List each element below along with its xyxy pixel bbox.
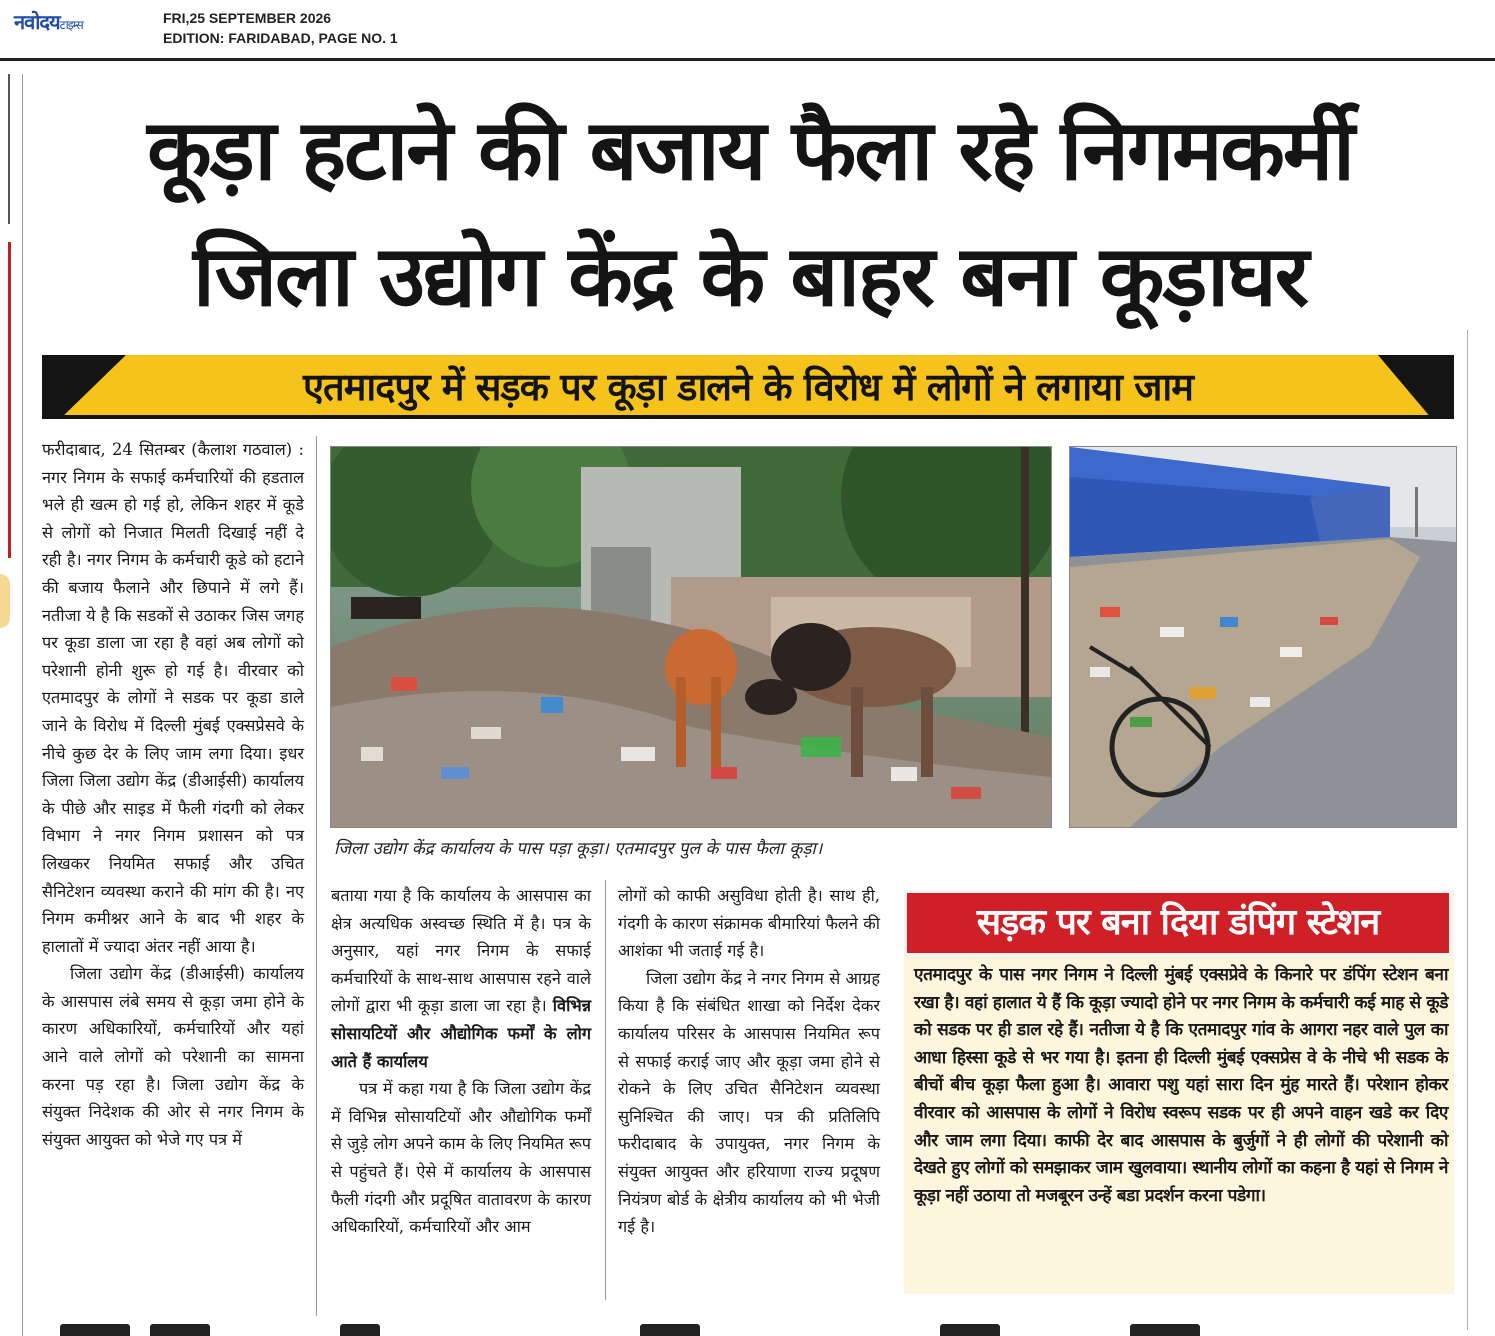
garbage-photo-dic[interactable] [330,446,1052,828]
roadside-garbage-image [1070,447,1456,827]
left-neighbour-box [0,74,10,224]
masthead-rule [0,58,1495,61]
column-rule-1 [316,436,317,1316]
photo-caption: जिला उद्योग केंद्र कार्यालय के पास पड़ा कूड़ा। एतमादपुर पुल के पास फैला कूड़ा। [334,839,823,859]
column-rule-2 [605,880,606,1300]
headline-line-1: कूड़ा हटाने की बजाय फैला रहे निगमकर्मी [147,101,1353,199]
article-para-4: पत्र में कहा गया है कि जिला उद्योग केंद्र में विभिन्न सोसायटियों और औद्योगिक फर्मों से जुड़े लोग अपने काम के लिए नियमित रूप से पहुंचते हैं। ऐसे में कार्यालय के आसपास फैली गंदगी और प्रदूषित वातावरण के कारण अधिकारियों, कर्मचारियों और आम [331,1079,591,1237]
headline-line-2: जिला उद्योग केंद्र के बाहर बना कूड़ाघर [192,227,1308,325]
issue-date: FRI,25 SEPTEMBER 2026 [163,10,332,26]
article-para-3: बताया गया है कि कार्यालय के आसपास का क्षेत्र अत्यधिक अस्वच्छ स्थिति में है। पत्र के अनुसार, यहां नगर निगम के सफाई कर्मचारियों के साथ-साथ आसपास रहने वाले लोगों द्वारा भी कूड़ा डाला जा रहा है। विभिन्न सोसायटियों और औद्योगिक फर्मों के लोग आते हैं कार्यालय [331,886,592,1071]
sidebar-title: सड़क पर बना दिया डंपिंग स्टेशन [976,902,1380,943]
article-para-6: जिला उद्योग केंद्र ने नगर निगम से आग्रह किया है कि संबंधित शाखा को निर्देश देकर कार्यालय परिसर के आसपास नियमित रूप से सफाई कराई जाए और कूड़ा जमा होने से रोकने के लिए उचित सैनिटेशन व्यवस्था सुनिश्चित की जाए। पत्र की प्रतिलिपि फरीदाबाद के उपायुक्त, नगर निगम के संयुक्त आयुक्त और हरियाणा राज्य प्रदूषण नियंत्रण बोर्ड के क्षेत्रीय कार्यालय को भी भेजी गई है। [618,968,880,1237]
garbage-photo-bridge[interactable] [1069,446,1457,828]
edition-meta [163,8,398,48]
article-column-1 [42,436,304,1153]
article-column-2 [331,882,591,1241]
newspaper-logo[interactable]: नवोदयटाइम्स [14,10,83,34]
sidebar-body: एतमादपुर के पास नगर निगम ने दिल्ली मुंबई एक्सप्रेवे के किनारे पर डंपिंग स्टेशन बना रखा है। वहां हालात ये हैं कि कूड़ा ज्यादो होने पर नगर निगम के कर्मचारी कई माह से कूडे को सडक पर ही डाल रहे हैं। नतीजा ये है कि एतमादपुर गांव के आगरा नहर वाले पुल का आधा हिस्सा कूडे से भर गया है। इतना ही दिल्ली मुंबई एक्सप्रेस वे के नीचे भी सडक के बीचों बीच कूड़ा फैला हुआ है। आवारा पशु यहां सारा दिन मुंह मारते हैं। परेशान होकर वीरवार को आसपास के लोगों ने विरोध स्वरूप सडक पर ही अपने वाहन खडे कर दिए और जाम लगा दिया। काफी देर बाद आसपास के बुर्जुगों ने ही लोगों की परेशानी को देखते हुए लोगों को समझाकर जाम खुलवाया। स्थानीय लोगों का कहना है यहां से निगम ने कूड़ा नहीं उठाया तो मजबूरन उन्हें बडा प्रदर्शन करना पडेगा। [914,965,1448,1206]
article-para-5: लोगों को काफी असुविधा होती है। साथ ही, गंदगी के कारण संक्रामक बीमारियां फैलने की आशंका भी जताई गई है। [618,886,880,961]
article-para-1: फरीदाबाद, 24 सितम्बर (कैलाश गठवाल) : नगर निगम के सफाई कर्मचारियों की हडताल भले ही खत्म हो गई हो, लेकिन शहर में कूडे से लोगों को निजात मिलती दिखाई नहीं दे रही है। नगर निगम के कर्मचारी कूडे को हटाने की बजाय फैलाने और छिपाने में लगे हैं। नतीजा ये है कि सडकों से उठाकर जिस जगह पर कूडा डाला जा रहा है वहां अब लोगों को परेशानी होनी शुरू हो गई है। वीरवार को एतमादपुर के लोगों ने सडक पर कूडा डाले जाने के विरोध में दिल्ली मुंबई एक्सप्रेसवे के नीचे कुछ देर के लिए जाम लगा दिया। इधर जिला जिला उद्योग केंद्र (डीआईसी) कार्यालय के पीछे और साइड में फैली गंदगी को लेकर विभाग ने नगर निगम प्रशासन को पत्र लिखकर नियमित सफाई और उचित सैनिटेशन व्यवस्था कराने की मांग की है। नए निगम कमीश्नर आने के बाद भी शहर के हालातों में ज्यादा अंतर नहीं आया है। [42,440,304,956]
edition-info: EDITION: FARIDABAD, PAGE NO. 1 [163,30,398,46]
right-neighbour-column [1480,92,1495,1336]
inline-subhead: विभिन्न सोसायटियों और औद्योगिक फर्मों के लोग आते हैं कार्यालय [331,996,592,1071]
subhead-band [42,355,1454,419]
left-neighbour-column [0,74,10,1336]
left-neighbour-tab [0,574,10,628]
article-para-2: जिला उद्योग केंद्र (डीआईसी) कार्यालय के आसपास लंबे समय से कूड़ा जमा होने के कारण अधिकारियों, कर्मचारियों और यहां आने वाले लोगों को परेशानी का सामना करना पड़ रहा है। जिला उद्योग केंद्र के संयुक्त निदेशक की ओर से नगर निगम के संयुक्त आयुक्त को भेजे गए पत्र में [42,964,304,1149]
sidebar-heading [904,890,1452,956]
right-column-rule [1467,330,1468,1330]
subhead-text: एतमादपुर में सड़क पर कूड़ा डालने के विरोध में लोगों ने लगाया जाम [303,365,1193,409]
next-headline-strip [40,1322,1450,1336]
left-column-rule [22,74,23,1336]
left-neighbour-red-box [0,242,11,558]
cows-garbage-image [331,447,1051,827]
article-column-3 [618,882,880,1241]
masthead-bar [0,0,1495,56]
